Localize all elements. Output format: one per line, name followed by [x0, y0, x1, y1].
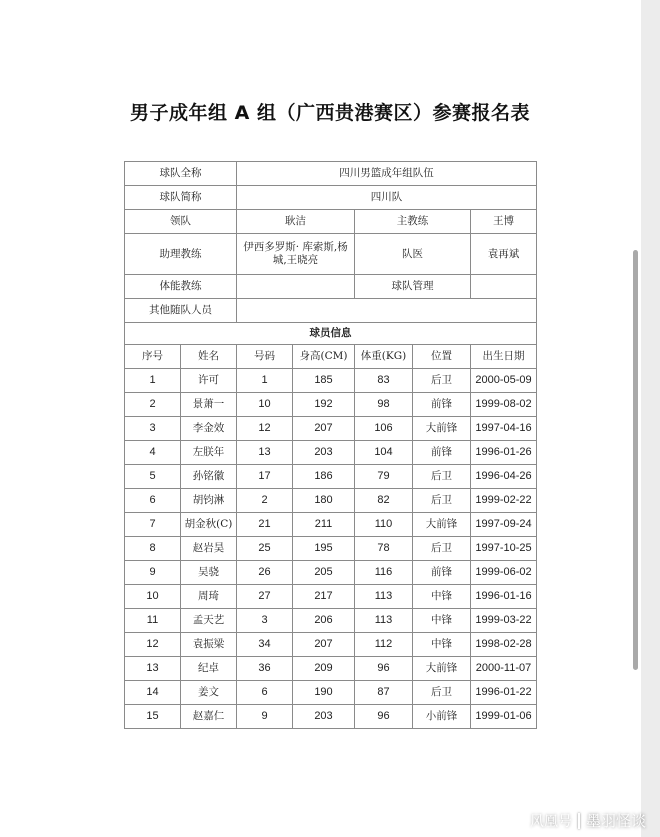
player-row: [125, 657, 537, 681]
assistant-value: 伊西多罗斯· 库索斯,杨城,王晓亮: [237, 234, 355, 275]
column-header: 号码: [237, 345, 293, 369]
player-cell: 胡钧淋: [181, 489, 237, 513]
player-cell: 25: [237, 537, 293, 561]
player-cell: 104: [355, 441, 413, 465]
player-cell: 大前锋: [413, 417, 471, 441]
page-title: 男子成年组 A 组（广西贵港赛区）参赛报名表: [130, 102, 530, 124]
player-cell: 许可: [181, 369, 237, 393]
doctor-label: 队医: [355, 234, 471, 275]
player-cell: 1999-08-02: [471, 393, 537, 417]
player-cell: 前锋: [413, 393, 471, 417]
player-cell: 14: [125, 681, 181, 705]
head-coach-label: 主教练: [355, 210, 471, 234]
player-cell: 180: [293, 489, 355, 513]
player-cell: 胡金秋(C): [181, 513, 237, 537]
watermark-divider: [578, 813, 580, 829]
player-cell: 1997-10-25: [471, 537, 537, 561]
player-cell: 10: [125, 585, 181, 609]
player-cell: 中锋: [413, 633, 471, 657]
watermark-author: 墨羽怪谈: [585, 812, 646, 830]
player-cell: 吴骁: [181, 561, 237, 585]
player-row: [125, 705, 537, 729]
column-header: 体重(KG): [355, 345, 413, 369]
player-cell: 赵岩昊: [181, 537, 237, 561]
player-cell: 后卫: [413, 537, 471, 561]
players-section-title: 球员信息: [125, 323, 537, 345]
player-cell: 1999-06-02: [471, 561, 537, 585]
player-cell: 孙铭徽: [181, 465, 237, 489]
short-name-label: 球队简称: [125, 186, 237, 210]
player-cell: 112: [355, 633, 413, 657]
player-cell: 11: [125, 609, 181, 633]
doctor-value: 袁再斌: [471, 234, 537, 275]
player-row: [125, 465, 537, 489]
player-cell: 186: [293, 465, 355, 489]
player-cell: 96: [355, 657, 413, 681]
player-cell: 1996-01-22: [471, 681, 537, 705]
player-cell: 98: [355, 393, 413, 417]
column-header: 姓名: [181, 345, 237, 369]
registration-table: [124, 161, 537, 729]
player-cell: 203: [293, 441, 355, 465]
player-cell: 26: [237, 561, 293, 585]
player-cell: 后卫: [413, 489, 471, 513]
player-cell: 赵嘉仁: [181, 705, 237, 729]
short-name-value: 四川队: [237, 186, 537, 210]
player-cell: 34: [237, 633, 293, 657]
player-cell: 6: [237, 681, 293, 705]
leader-label: 领队: [125, 210, 237, 234]
player-cell: 袁振梁: [181, 633, 237, 657]
player-cell: 13: [125, 657, 181, 681]
player-cell: 36: [237, 657, 293, 681]
player-cell: 110: [355, 513, 413, 537]
fitness-value: [237, 275, 355, 299]
player-cell: 207: [293, 633, 355, 657]
player-cell: 9: [237, 705, 293, 729]
watermark: [530, 810, 646, 831]
team-info-section: [125, 162, 537, 369]
player-cell: 1999-03-22: [471, 609, 537, 633]
player-row: [125, 633, 537, 657]
player-cell: 2000-11-07: [471, 657, 537, 681]
player-cell: 209: [293, 657, 355, 681]
player-cell: 106: [355, 417, 413, 441]
player-cell: 1997-09-24: [471, 513, 537, 537]
player-cell: 116: [355, 561, 413, 585]
player-cell: 113: [355, 585, 413, 609]
player-cell: 12: [125, 633, 181, 657]
player-cell: 87: [355, 681, 413, 705]
player-cell: 12: [237, 417, 293, 441]
player-cell: 27: [237, 585, 293, 609]
column-header: 身高(CM): [293, 345, 355, 369]
player-row: [125, 681, 537, 705]
player-cell: 1996-01-16: [471, 585, 537, 609]
others-label: 其他随队人员: [125, 299, 237, 323]
player-row: [125, 441, 537, 465]
player-cell: 1999-02-22: [471, 489, 537, 513]
players-body: [125, 369, 537, 729]
player-row: [125, 393, 537, 417]
player-cell: 10: [237, 393, 293, 417]
player-cell: 192: [293, 393, 355, 417]
column-header: 出生日期: [471, 345, 537, 369]
player-cell: 大前锋: [413, 513, 471, 537]
others-value: [237, 299, 537, 323]
full-name-label: 球队全称: [125, 162, 237, 186]
player-cell: 4: [125, 441, 181, 465]
watermark-source: 风凰号: [529, 813, 572, 830]
player-cell: 203: [293, 705, 355, 729]
full-name-value: 四川男篮成年组队伍: [237, 162, 537, 186]
player-row: [125, 537, 537, 561]
player-row: [125, 417, 537, 441]
player-cell: 小前锋: [413, 705, 471, 729]
player-row: [125, 609, 537, 633]
player-cell: 后卫: [413, 369, 471, 393]
player-cell: 孟天艺: [181, 609, 237, 633]
player-cell: 3: [237, 609, 293, 633]
player-cell: 205: [293, 561, 355, 585]
leader-value: 耿洁: [237, 210, 355, 234]
player-cell: 前锋: [413, 441, 471, 465]
player-cell: 景萧一: [181, 393, 237, 417]
player-cell: 1998-02-28: [471, 633, 537, 657]
player-cell: 96: [355, 705, 413, 729]
player-cell: 1999-01-06: [471, 705, 537, 729]
manager-label: 球队管理: [355, 275, 471, 299]
player-cell: 姜文: [181, 681, 237, 705]
player-cell: 1996-04-26: [471, 465, 537, 489]
column-header: 序号: [125, 345, 181, 369]
player-row: [125, 369, 537, 393]
player-cell: 17: [237, 465, 293, 489]
player-cell: 21: [237, 513, 293, 537]
player-cell: 211: [293, 513, 355, 537]
player-cell: 左朕年: [181, 441, 237, 465]
player-row: [125, 513, 537, 537]
player-cell: 82: [355, 489, 413, 513]
player-cell: 6: [125, 489, 181, 513]
player-cell: 纪卓: [181, 657, 237, 681]
player-cell: 195: [293, 537, 355, 561]
player-cell: 190: [293, 681, 355, 705]
player-cell: 后卫: [413, 465, 471, 489]
player-cell: 7: [125, 513, 181, 537]
player-cell: 1: [125, 369, 181, 393]
head-coach-value: 王博: [471, 210, 537, 234]
player-cell: 大前锋: [413, 657, 471, 681]
player-row: [125, 489, 537, 513]
player-cell: 中锋: [413, 585, 471, 609]
player-cell: 113: [355, 609, 413, 633]
player-cell: 207: [293, 417, 355, 441]
player-cell: 2: [125, 393, 181, 417]
player-cell: 206: [293, 609, 355, 633]
player-cell: 83: [355, 369, 413, 393]
player-cell: 79: [355, 465, 413, 489]
player-cell: 后卫: [413, 681, 471, 705]
players-header-row: [125, 345, 537, 369]
player-cell: 2: [237, 489, 293, 513]
player-cell: 周琦: [181, 585, 237, 609]
player-cell: 1: [237, 369, 293, 393]
vertical-scrollbar[interactable]: [633, 250, 638, 670]
player-cell: 185: [293, 369, 355, 393]
player-cell: 前锋: [413, 561, 471, 585]
fitness-label: 体能教练: [125, 275, 237, 299]
player-cell: 1996-01-26: [471, 441, 537, 465]
player-cell: 3: [125, 417, 181, 441]
manager-value: [471, 275, 537, 299]
player-cell: 5: [125, 465, 181, 489]
player-cell: 78: [355, 537, 413, 561]
player-cell: 1997-04-16: [471, 417, 537, 441]
player-row: [125, 561, 537, 585]
player-cell: 李金效: [181, 417, 237, 441]
player-cell: 13: [237, 441, 293, 465]
player-row: [125, 585, 537, 609]
player-cell: 中锋: [413, 609, 471, 633]
player-cell: 9: [125, 561, 181, 585]
player-cell: 217: [293, 585, 355, 609]
player-cell: 2000-05-09: [471, 369, 537, 393]
player-cell: 8: [125, 537, 181, 561]
assistant-label: 助理教练: [125, 234, 237, 275]
player-cell: 15: [125, 705, 181, 729]
column-header: 位置: [413, 345, 471, 369]
